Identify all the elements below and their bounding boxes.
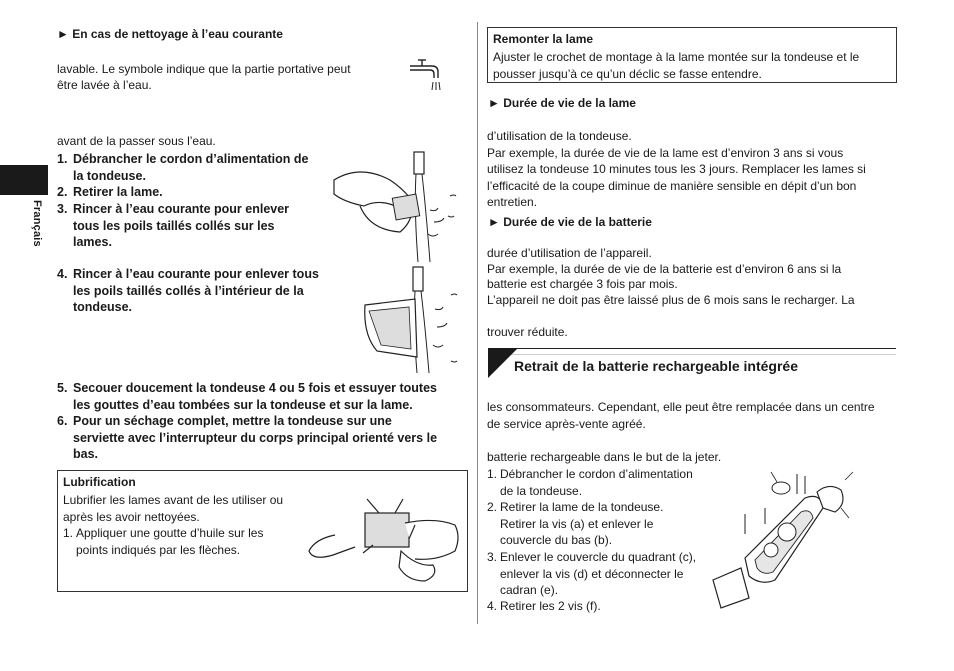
step-2: 2. Retirer la lame.: [57, 185, 163, 199]
washable-text-line2: être lavée à l’eau.: [57, 78, 152, 92]
language-tab-marker: [0, 165, 48, 195]
step-3: 3. Rincer à l’eau courante pour enlever tous les poils taillés collés sur les lames.: [57, 202, 290, 249]
removal-intro-line2: de service après-vente agréé.: [487, 417, 646, 431]
battery-life-line1: durée d’utilisation de l’appareil.: [487, 246, 652, 260]
language-label: Français: [31, 200, 43, 247]
battery-life-heading: ► Durée de vie de la batterie: [488, 215, 652, 229]
removal-intro-line3: batterie rechargeable dans le but de la jeter.: [487, 450, 722, 464]
blade-life-line2: Par exemple, la durée de vie de la lame est d’environ 3 ans si vous: [487, 146, 844, 160]
lubrication-title: Lubrification: [63, 475, 136, 489]
battery-life-line4: L’appareil ne doit pas être laissé plus de 6 mois sans le recharger. La: [487, 293, 855, 307]
running-water-heading: ► En cas de nettoyage à l’eau courante: [57, 27, 283, 41]
section-rule: [488, 348, 896, 349]
rinse-clipper-illustration: [355, 265, 470, 375]
before-rinse-text: avant de la passer sous l’eau.: [57, 134, 216, 148]
removal-step-3: 3. Enlever le couvercle du quadrant (c), enlever la vis (d) et déconnecter le cadran (e).: [487, 550, 697, 597]
battery-removal-title: Retrait de la batterie rechargeable intégrée: [514, 358, 798, 374]
blade-life-heading: ► Durée de vie de la lame: [488, 96, 636, 110]
removal-step-1: 1. Débrancher le cordon d’alimentation de la tondeuse.: [487, 467, 693, 498]
faucet-icon: [406, 56, 446, 92]
battery-life-line2: Par exemple, la durée de vie de la batterie est d’environ 6 ans si la: [487, 262, 842, 276]
removal-step-4: 4. Retirer les 2 vis (f).: [487, 599, 601, 613]
column-divider: [477, 22, 478, 624]
lubrication-line2: après les avoir nettoyées.: [63, 510, 200, 524]
blade-life-line4: l’efficacité de la coupe diminue de manière sensible en dépit d’un bon: [487, 179, 857, 193]
blade-life-line5: entretien.: [487, 195, 538, 209]
washable-text-line1: lavable. Le symbole indique que la partie portative peut: [57, 62, 351, 76]
lubrication-step-1: 1. Appliquer une goutte d’huile sur les points indiqués par les flèches.: [63, 526, 264, 557]
battery-life-end: trouver réduite.: [487, 325, 568, 339]
battery-life-line3: batterie est chargée 3 fois par mois.: [487, 277, 678, 291]
step-6: 6. Pour un séchage complet, mettre la tondeuse sur une serviette avec l’interrupteur du corps principal orienté vers le bas.: [57, 414, 438, 461]
section-rule-secondary: [510, 354, 896, 355]
step-4: 4. Rincer à l’eau courante pour enlever tous les poils taillés collés à l’intérieur de la tondeuse.: [57, 267, 319, 314]
disassembly-illustration: [705, 468, 865, 613]
oiling-illustration: [305, 495, 465, 587]
lubrication-line1: Lubrifier les lames avant de les utiliser ou: [63, 493, 284, 507]
reattach-line2: pousser jusqu’à ce qu’un déclic se fasse entendre.: [493, 67, 762, 81]
rinse-blade-illustration: [330, 150, 465, 265]
reattach-title: Remonter la lame: [493, 32, 594, 46]
reattach-line1: Ajuster le crochet de montage à la lame montée sur la tondeuse et le: [493, 50, 860, 64]
removal-step-2: 2. Retirer la lame de la tondeuse. Retirer la vis (a) et enlever le couvercle du bas (b).: [487, 500, 664, 547]
blade-life-line3: utilisez la tondeuse 10 minutes tous les 3 jours. Remplacer les lames si: [487, 162, 866, 176]
removal-intro-line1: les consommateurs. Cependant, elle peut être remplacée dans un centre: [487, 400, 875, 414]
step-1: 1. Débrancher le cordon d’alimentation de la tondeuse.: [57, 152, 309, 183]
step-5: 5. Secouer doucement la tondeuse 4 ou 5 fois et essuyer toutes les gouttes d’eau tombées sur la tondeuse et sur la lame.: [57, 381, 437, 412]
blade-life-line1: d’utilisation de la tondeuse.: [487, 129, 632, 143]
